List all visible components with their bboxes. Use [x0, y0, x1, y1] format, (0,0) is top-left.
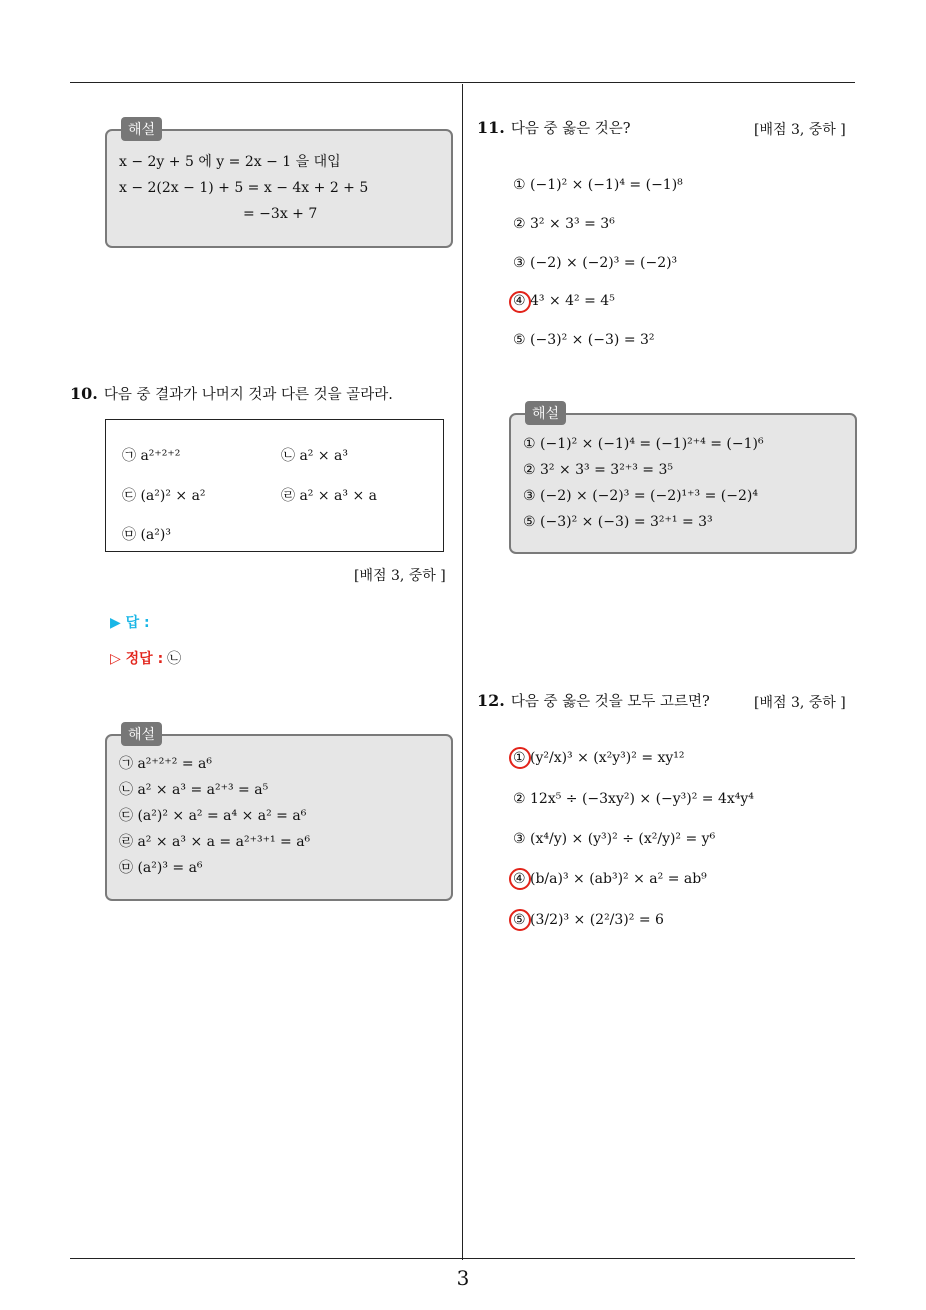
q11-solution-box [509, 406, 857, 554]
q12-option-3[interactable]: ③ (x⁴/y) × (y³)² ÷ (x²/y)² = y⁶ [513, 831, 716, 847]
q12-option-4[interactable]: ④ (b/a)³ × (ab³)² × a² = ab⁹ [513, 871, 707, 887]
question-text: 다음 중 옳은 것은? [510, 121, 631, 137]
solution-line: ③ (−2) × (−2)³ = (−2)¹⁺³ = (−2)⁴ [523, 488, 758, 504]
q11-meta: [배점 3, 중하 ] [754, 122, 846, 138]
question-number: 10. [70, 384, 98, 403]
q11-option-2[interactable]: ② 3² × 3³ = 3⁶ [513, 216, 615, 232]
q10-title [70, 383, 393, 404]
question-text: 다음 중 결과가 나머지 것과 다른 것을 골라라. [103, 387, 393, 403]
solution-line: ㉤ (a²)³ = a⁶ [119, 860, 203, 876]
correct-answer [110, 648, 181, 668]
correct-answer-value: ㉡ [167, 651, 182, 667]
q11-option-4[interactable]: ④ 4³ × 4² = 4⁵ [513, 293, 615, 309]
q10-item: ㉡ a² × a³ [281, 448, 348, 464]
q12-title [477, 690, 710, 711]
selection-circle-mark [509, 291, 531, 313]
q10-item: ㉢ (a²)² × a² [122, 488, 206, 504]
solution-line: ㉢ (a²)² × a² = a⁴ × a² = a⁶ [119, 808, 307, 824]
selection-circle-mark [509, 909, 531, 931]
q12-option-5[interactable]: ⑤ (3/2)³ × (2²/3)² = 6 [513, 912, 664, 928]
q10-meta: [배점 3, 중하 ] [354, 568, 446, 584]
q10-item: ㉣ a² × a³ × a [281, 488, 377, 504]
q10-solution-box [105, 727, 453, 901]
question-text: 다음 중 옳은 것을 모두 고르면? [510, 694, 710, 710]
solution-line: ② 3² × 3³ = 3²⁺³ = 3⁵ [523, 462, 673, 478]
q11-option-5[interactable]: ⑤ (−3)² × (−3) = 3² [513, 332, 655, 348]
selection-circle-mark [509, 747, 531, 769]
solution-line: ① (−1)² × (−1)⁴ = (−1)²⁺⁴ = (−1)⁶ [523, 436, 764, 452]
q9-solution-box [105, 122, 453, 248]
q11-option-3[interactable]: ③ (−2) × (−2)³ = (−2)³ [513, 255, 678, 271]
question-number: 11. [477, 118, 505, 137]
solution-line: ㉡ a² × a³ = a²⁺³ = a⁵ [119, 782, 269, 798]
solution-line: x − 2(2x − 1) + 5 = x − 4x + 2 + 5 [119, 180, 369, 196]
selection-circle-mark [509, 868, 531, 890]
top-rule [70, 82, 855, 83]
question-number: 12. [477, 691, 505, 710]
solution-tag: 해설 [121, 117, 162, 141]
q11-option-1[interactable]: ① (−1)² × (−1)⁴ = (−1)⁸ [513, 177, 683, 193]
q10-item: ㉠ a²⁺²⁺² [122, 448, 181, 464]
solution-line: ㉣ a² × a³ × a = a²⁺³⁺¹ = a⁶ [119, 834, 311, 850]
solution-line: = −3x + 7 [243, 206, 318, 222]
answer-field[interactable]: ▶ 답 : [110, 615, 150, 631]
q12-option-2[interactable]: ② 12x⁵ ÷ (−3xy²) × (−y³)² = 4x⁴y⁴ [513, 791, 754, 807]
solution-line: ㉠ a²⁺²⁺² = a⁶ [119, 756, 213, 772]
q11-title [477, 117, 631, 138]
column-divider [462, 84, 463, 1260]
solution-line: x − 2y + 5 에 y = 2x − 1 을 대입 [119, 154, 341, 170]
solution-tag: 해설 [121, 722, 162, 746]
q10-item: ㉤ (a²)³ [122, 527, 171, 543]
solution-line: ⑤ (−3)² × (−3) = 3²⁺¹ = 3³ [523, 514, 713, 530]
solution-tag: 해설 [525, 401, 566, 425]
page-number: 3 [456, 1266, 470, 1290]
bottom-rule [70, 1258, 855, 1259]
correct-answer-label: ▷ 정답 : [110, 651, 164, 667]
q10-items-box [105, 419, 444, 552]
q12-option-1[interactable]: ① (y²/x)³ × (x²y³)² = xy¹² [513, 750, 685, 766]
q12-meta: [배점 3, 중하 ] [754, 695, 846, 711]
